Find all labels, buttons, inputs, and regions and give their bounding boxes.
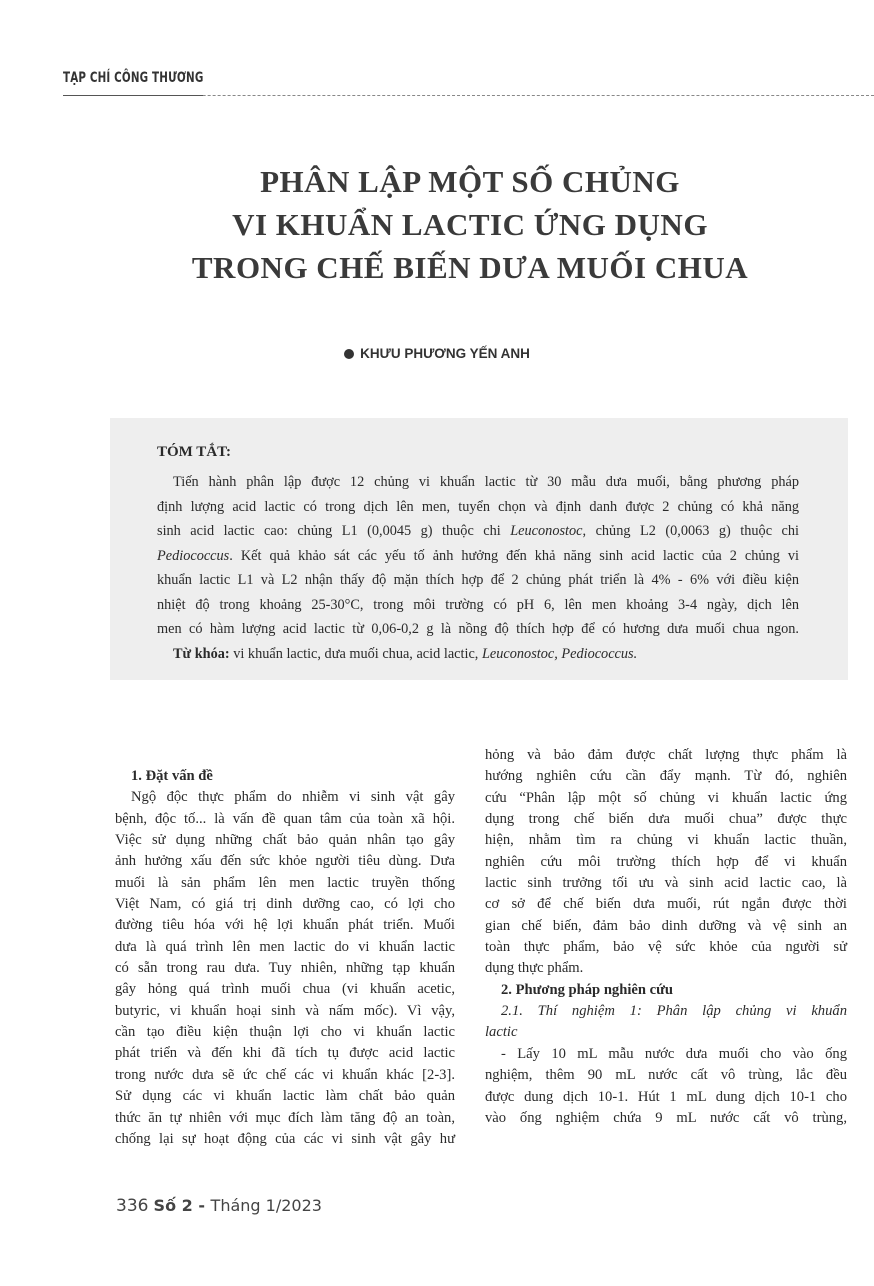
italic-text: Leuconostoc [510,523,583,539]
journal-name: TẠP CHÍ CÔNG THƯƠNG [63,70,204,86]
abstract-body [157,470,799,666]
text-segment: chống lại sự hoạt động của các vi sinh vật gây hư [115,1130,455,1147]
text-line [157,593,799,618]
text-segment: hỏng và bảo đảm được chất lượng thực phẩm là [485,747,847,763]
right-column [485,745,847,1129]
text-line [115,958,455,979]
italic-text: 2.1. Thí nghiệm 1: Phân lập chủng vi khuẩn [501,1003,847,1020]
text-segment: trong nước dưa sẽ ức chế các vi khuẩn khác [2-3]. [115,1066,455,1083]
text-segment: bệnh, độc tố... là vấn đề quan tâm của toàn xã hội. [115,810,455,827]
text-segment: hướng nghiên cứu cần đẩy mạnh. Từ đó, nghiên [485,768,847,785]
section-heading: 1. Đặt vấn đề [131,768,213,784]
text-segment: gây hỏng quá trình muối chua (vi khuẩn acetic, [115,981,455,998]
text-segment: Sử dụng các vi khuẩn lactic làm chất bảo quản [115,1088,455,1105]
section-heading: Từ khóa: [173,645,230,662]
title-line: VI KHUẨN LACTIC ỨNG DỤNG [232,207,708,242]
text-line [485,1065,847,1086]
text-line [115,873,455,894]
text-line [115,979,455,1000]
text-line [485,1087,847,1108]
page-number: 336 [116,1196,149,1216]
bullet-icon [344,349,354,359]
text-line [485,958,847,979]
text-line [485,1108,847,1129]
text-line [115,1001,455,1022]
text-segment: , chủng L2 (0,0063 g) thuộc chi [582,523,799,539]
text-line [485,980,847,1001]
text-segment: dưa là quá trình lên men lactic do vi khuẩn lactic [115,938,455,955]
abstract-heading: TÓM TẮT: [157,444,232,460]
page-footer [116,1196,322,1216]
text-segment: có sẵn trong rau dưa. Tuy nhiên, những tạp khuẩn [115,960,455,977]
text-line [157,495,799,520]
text-line [485,1022,847,1043]
text-line [485,809,847,830]
text-segment: đường tiêu hóa với hệ lợi khuẩn phát triển. Muối [115,917,455,934]
text-segment: Tiến hành phân lập được 12 chủng vi khuẩn lactic từ 30 mẫu dưa muối, bằng phương pháp [173,474,799,490]
text-segment: vi khuẩn lactic, dưa muối chua, acid lactic, [229,645,482,662]
text-segment: dụng trong chế biến dưa muối chua” được thực [485,811,847,828]
text-line [485,937,847,958]
text-segment: dụng thực phẩm. [485,960,584,977]
text-line [115,830,455,851]
italic-text: lactic [485,1024,518,1041]
text-line [115,766,455,787]
text-segment: thức ăn tự nhiên với mục đích làm tăng độ an toàn, [115,1109,455,1126]
text-segment: ảnh hưởng xấu đến sức khỏe người tiêu dùng. Dưa [115,853,455,870]
text-segment: hiện, nhằm tìm ra chủng vi khuẩn lactic thuần, [485,832,847,849]
text-line [157,617,799,642]
abstract-box [110,418,848,680]
author-line [0,346,874,361]
text-line [115,787,455,808]
text-segment: nghiệm, thêm 90 mL nước cất vô trùng, lắc đều [485,1067,847,1084]
text-line [485,852,847,873]
text-segment: muối là sản phẩm lên men lactic truyền thống [115,874,455,891]
text-segment: Ngộ độc thực phẩm do nhiễm vi sinh vật gây [131,789,455,806]
header-rule-solid [63,95,203,96]
text-line [115,937,455,958]
text-line [485,788,847,809]
text-line [485,894,847,915]
text-line [115,1022,455,1043]
italic-text: Leuconostoc, Pediococcus. [481,645,638,662]
text-segment: Việc sử dụng những chất bảo quản nhân tạo gây [115,832,455,849]
text-line [157,642,799,667]
title-line: TRONG CHẾ BIẾN DƯA MUỐI CHUA [191,250,749,285]
text-segment: Việt Nam, có giá trị dinh dưỡng cao, có lợi cho [115,896,455,913]
text-line [157,519,799,544]
text-segment: sinh acid lactic cao: chủng L1 (0,0045 g) thuộc chi [157,523,511,539]
text-segment: gian chế biến, đảm bảo dinh dưỡng và vệ sinh an [485,917,847,934]
text-segment: toàn thực phẩm, bảo vệ sức khỏe của người sử [485,939,847,956]
text-line [115,1129,455,1150]
text-line [157,470,799,495]
author-name: KHƯU PHƯƠNG YẾN ANH [360,346,530,361]
text-segment: lactic sinh trưởng tối ưu và sinh acid lactic cao, là [485,875,847,892]
text-segment: phát triển và đến khi đã tích tụ được acid lactic [115,1045,455,1062]
text-line [115,1108,455,1129]
text-line [115,851,455,872]
text-segment: nghiên cứu môi trường thích hợp để vi khuẩn [485,853,847,870]
text-line [115,1065,455,1086]
text-line [485,873,847,894]
text-line [485,916,847,937]
text-line [115,915,455,936]
text-line [115,894,455,915]
italic-text: Pediococcus [157,547,230,564]
text-line [115,1086,455,1107]
text-segment: khuẩn lactic L1 và L2 nhận thấy độ mặn thích hợp để 2 chủng phát triển là 4% - 6% với điều kiện [157,572,799,588]
title-line: PHÂN LẬP MỘT SỐ CHỦNG [260,164,680,199]
issue-number: Số 2 [153,1196,193,1215]
text-segment: định lượng acid lactic có trong dịch lên men, tuyển chọn và định danh được 2 chủng có khả năng [157,498,799,515]
text-segment: cứu “Phân lập một số chủng vi khuẩn lactic ứng [485,789,847,806]
text-segment: cần tạo điều kiện thuận lợi cho vi khuẩn lactic [115,1024,455,1041]
text-line [485,1044,847,1065]
text-line [115,809,455,830]
text-segment: - Lấy 10 mL mẫu nước dưa muối cho vào ống [501,1045,847,1062]
text-segment: nhiệt độ trong khoảng 25-30°C, trong môi trường có pH 6, lên men khoảng 3-4 ngày, dịch lên [157,596,799,613]
article-title [110,160,830,289]
text-line [485,766,847,787]
text-segment: vào ống nghiệm chứa 9 mL nước cất vô trùng, [485,1109,847,1126]
text-line [157,568,799,593]
text-segment: butyric, vi khuẩn hoại sinh và nấm mốc). Vì vậy, [115,1002,455,1019]
footer-separator: - [192,1196,211,1215]
text-line [485,1001,847,1022]
text-line [115,1043,455,1064]
text-line [485,745,847,766]
issue-date: Tháng 1/2023 [210,1196,322,1215]
text-segment: men có hàm lượng acid lactic từ 0,06-0,2 g là nồng độ thích hợp để có hương dưa muối chua ngon. [157,621,799,637]
text-segment: được dung dịch 10-1. Hút 1 mL dung dịch 10-1 cho [485,1088,847,1105]
text-segment: cơ sở để chế biến dưa muối, rút ngắn được thời [485,896,847,913]
left-column [115,766,455,1150]
section-heading: 2. Phương pháp nghiên cứu [501,981,673,998]
text-line [157,544,799,569]
text-line [485,830,847,851]
text-segment: . Kết quả khảo sát các yếu tố ảnh hưởng đến khả năng sinh acid lactic của 2 chủng vi [229,547,799,564]
